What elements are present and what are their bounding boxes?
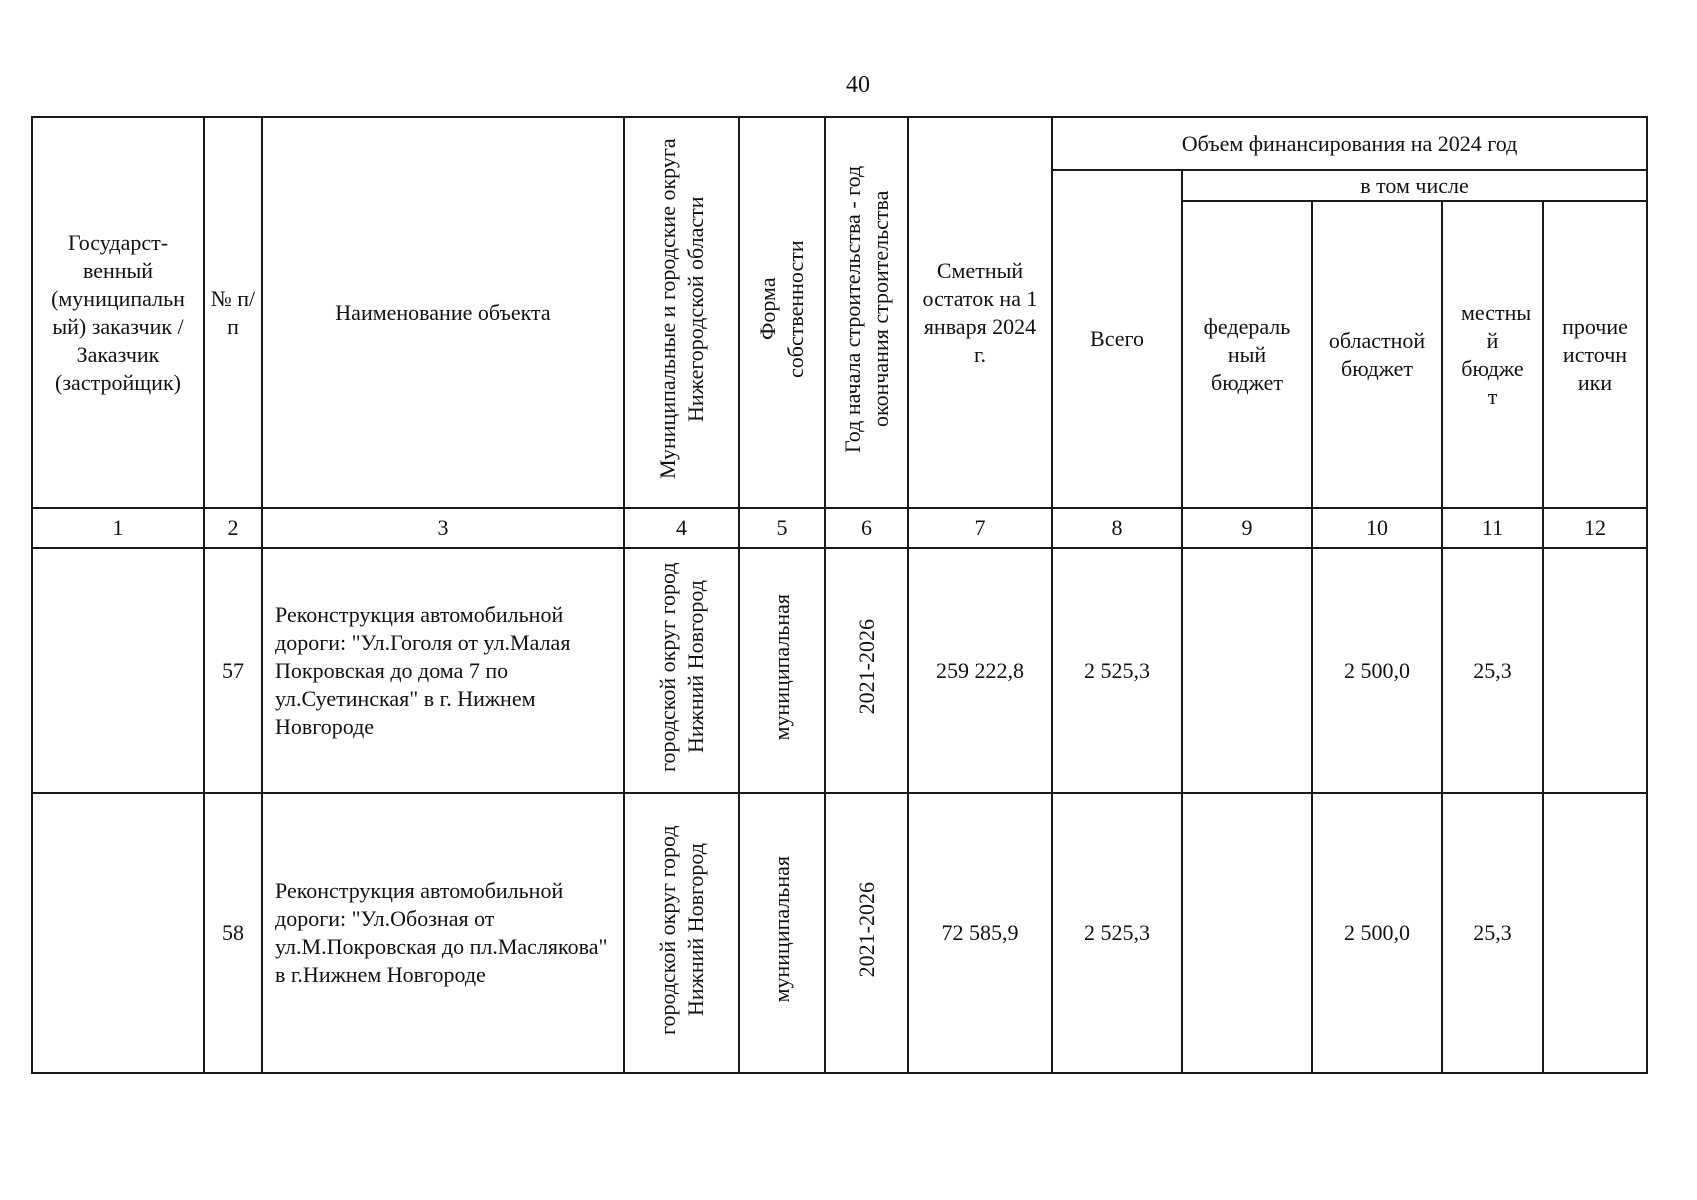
cell-object-name-wrap (262, 548, 624, 793)
cell-federal (1182, 548, 1312, 793)
cell-num: 58 (204, 793, 262, 1073)
cell-total: 2 525,3 (1052, 548, 1182, 793)
cell-num: 57 (204, 548, 262, 793)
header-num: № п/п (210, 285, 256, 339)
cell-object-name-wrap (262, 793, 624, 1073)
cell-municipality: городской округ город Нижний Новгород (654, 824, 708, 1035)
cell-ownership: муниципальная (769, 593, 794, 741)
header-federal-cell (1182, 201, 1312, 508)
cell-object-name: Реконструкция автомобильной дороги: "Ул.Обозная от ул.М.Покровская до пл.Маслякова" в г.Нижнем Новгороде (275, 878, 608, 987)
cell-ownership-wrap (739, 793, 825, 1073)
column-number: 9 (1182, 508, 1312, 548)
column-number: 5 (739, 508, 825, 548)
column-number: 7 (908, 508, 1052, 548)
page-number: 40 (846, 72, 870, 98)
header-estimate-balance: Сметный остаток на 1 января 2024 г. (922, 257, 1038, 367)
table-row (32, 793, 1647, 1073)
header-municipality: Муниципальные и городские округа Нижегородской области (654, 138, 708, 480)
column-number: 10 (1312, 508, 1442, 548)
cell-municipality-wrap (624, 548, 739, 793)
header-including-cell (1182, 170, 1647, 201)
cell-years: 2021-2026 (853, 881, 879, 978)
header-years: Год начала строительства - год окончания строительства (839, 165, 893, 453)
column-number: 11 (1442, 508, 1543, 548)
header-object-name: Наименование объекта (335, 299, 551, 325)
header-ownership: Форма собственности (755, 240, 808, 378)
cell-local: 25,3 (1442, 548, 1543, 793)
cell-other (1543, 548, 1647, 793)
header-estimate-cell (908, 117, 1052, 508)
cell-object-name: Реконструкция автомобильной дороги: "Ул.Гоголя от ул.Малая Покровская до дома 7 по ул.Суетинская" в г. Нижнем Новгороде (275, 601, 571, 739)
cell-estimate-balance: 259 222,8 (908, 548, 1052, 793)
cell-local: 25,3 (1442, 793, 1543, 1073)
column-numbers-row (32, 508, 1647, 548)
cell-customer (32, 548, 204, 793)
header-object-name-cell (262, 117, 624, 508)
header-including: в том числе (1360, 172, 1469, 198)
column-number: 3 (262, 508, 624, 548)
header-funding-title-cell (1052, 117, 1647, 170)
header-municipality-cell (624, 117, 739, 508)
column-number: 6 (825, 508, 908, 548)
cell-ownership-wrap (739, 548, 825, 793)
cell-estimate-balance: 72 585,9 (908, 793, 1052, 1073)
cell-years: 2021-2026 (853, 619, 879, 715)
header-years-cell (825, 117, 908, 508)
column-number: 2 (204, 508, 262, 548)
cell-ownership: муниципальная (769, 856, 794, 1003)
cell-years-wrap (825, 548, 908, 793)
header-funding-title: Объем финансирования на 2024 год (1181, 130, 1518, 156)
cell-other (1543, 793, 1647, 1073)
column-number: 4 (624, 508, 739, 548)
column-number: 8 (1052, 508, 1182, 548)
header-other: прочие источн ики (1562, 313, 1628, 395)
cell-federal (1182, 793, 1312, 1073)
cell-regional: 2 500,0 (1312, 793, 1442, 1073)
header-other-cell (1543, 201, 1647, 508)
header-row (32, 117, 1647, 170)
header-local: местны й бюдже т (1461, 299, 1532, 409)
header-customer-cell (32, 117, 204, 508)
header-regional-cell (1312, 201, 1442, 508)
header-total-cell (1052, 170, 1182, 508)
column-number: 12 (1543, 508, 1647, 548)
header-total: Всего (1090, 326, 1144, 351)
cell-regional: 2 500,0 (1312, 548, 1442, 793)
funding-table (31, 116, 1648, 1074)
cell-customer (32, 793, 204, 1073)
header-local-cell (1442, 201, 1543, 508)
column-number: 1 (32, 508, 204, 548)
header-ownership-cell (739, 117, 825, 508)
header-customer: Государст-венный (муниципальн ый) заказчик / Заказчик (застройщик) (51, 229, 185, 395)
header-federal: федераль ный бюджет (1203, 313, 1291, 395)
cell-municipality-wrap (624, 793, 739, 1073)
header-num-cell (204, 117, 262, 508)
cell-municipality: городской округ город Нижний Новгород (654, 562, 708, 772)
table-row (32, 548, 1647, 793)
cell-total: 2 525,3 (1052, 793, 1182, 1073)
header-regional: областной бюджет (1328, 327, 1426, 381)
cell-years-wrap (825, 793, 908, 1073)
